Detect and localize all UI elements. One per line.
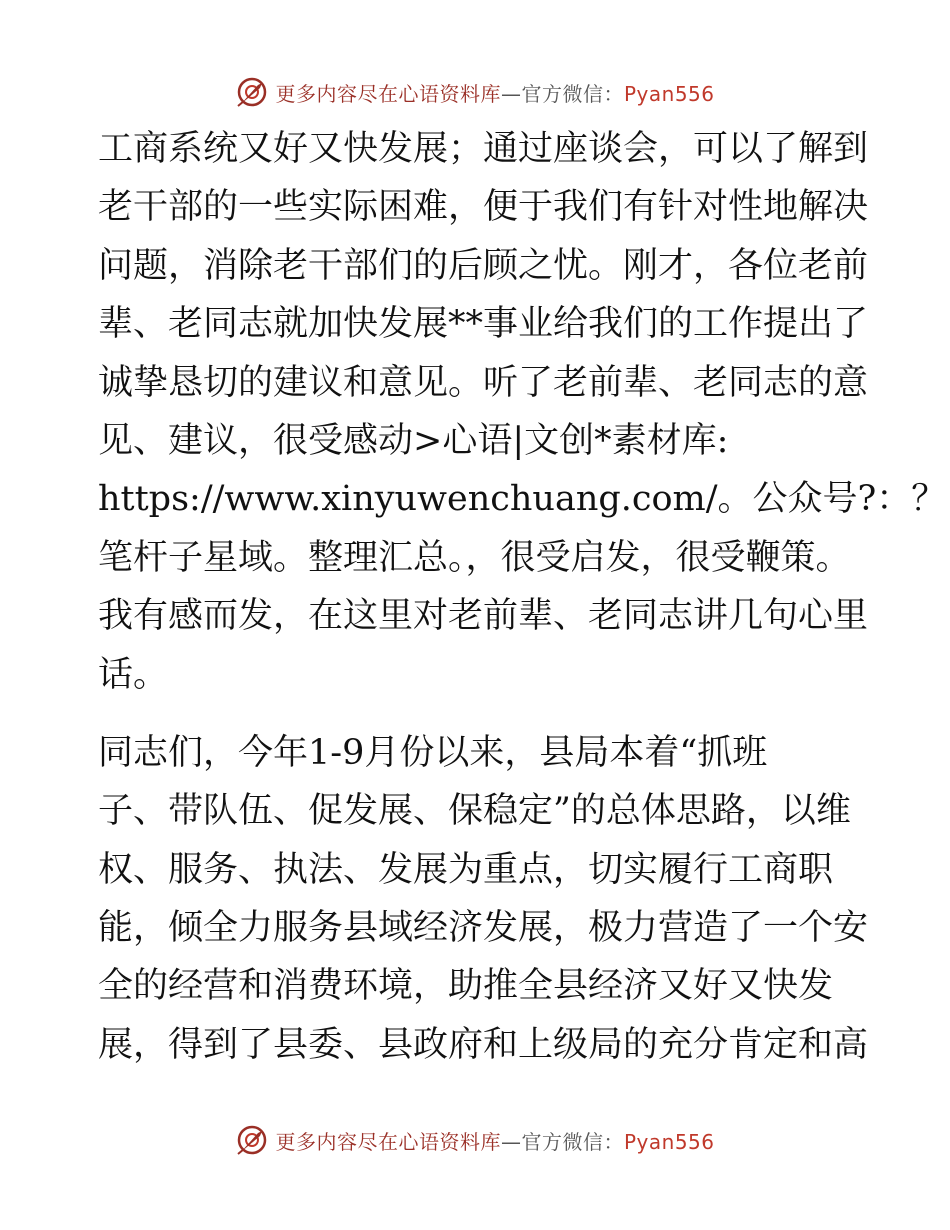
footer-banner-text — [275, 1126, 714, 1155]
text-line: 全的经营和消费环境，助推全县经济又好又快发 — [98, 966, 834, 1007]
text-line: 老干部的一些实际困难，便于我们有针对性地解决 — [98, 187, 869, 228]
footer-banner-wechat-label: 官方微信： — [521, 1129, 624, 1154]
header-banner-wechat-id: Pyan556 — [623, 81, 715, 106]
footer-banner-wechat-id: Pyan556 — [623, 1129, 715, 1154]
text-line: 工商系统又好又快发展；通过座谈会，可以了解到 — [98, 129, 869, 169]
text-line: 我有感而发，在这里对老前辈、老同志讲几句心里 — [98, 596, 869, 637]
header-banner-separator: — — [500, 81, 522, 106]
text-line: 话。 — [98, 654, 169, 695]
quill-logo-icon — [235, 1123, 269, 1157]
text-line: 问题，消除老干部们的后顾之忧。刚才，各位老前 — [98, 245, 869, 286]
text-line: 见、建议，很受感动>心语|文创*素材库: — [98, 420, 729, 461]
text-line: 辈、老同志就加快发展**事业给我们的工作提出了 — [98, 304, 869, 345]
document-body — [98, 120, 947, 1074]
text-line: 能，倾全力服务县域经济发展，极力营造了一个安 — [98, 908, 869, 949]
header-banner — [0, 70, 950, 114]
text-line: 同志们，今年1-9月份以来，县局本着“抓班 — [98, 732, 768, 773]
paragraph-1 — [98, 120, 947, 704]
text-line: 笔杆子星域。整理汇总。，很受启发，很受鞭策。 — [98, 537, 851, 578]
paragraph-2 — [98, 724, 869, 1074]
text-line: 子、带队伍、促发展、保稳定”的总体思路，以维 — [98, 791, 851, 832]
footer-banner-separator: — — [500, 1129, 522, 1154]
text-line: 展，得到了县委、县政府和上级局的充分肯定和高 — [98, 1024, 869, 1065]
text-line-url: https://www.xinyuwenchuang.com/。公众号?：？ — [98, 479, 947, 520]
footer-banner — [0, 1118, 950, 1162]
quill-logo-icon — [235, 75, 269, 109]
header-banner-text — [275, 78, 714, 107]
header-banner-title: 更多内容尽在心语资料库 — [275, 81, 501, 106]
footer-banner-title: 更多内容尽在心语资料库 — [275, 1129, 501, 1154]
text-line: 诚挚恳切的建议和意见。听了老前辈、老同志的意 — [98, 362, 869, 403]
text-line: 权、服务、执法、发展为重点，切实履行工商职 — [98, 849, 834, 890]
header-banner-wechat-label: 官方微信： — [521, 81, 624, 106]
